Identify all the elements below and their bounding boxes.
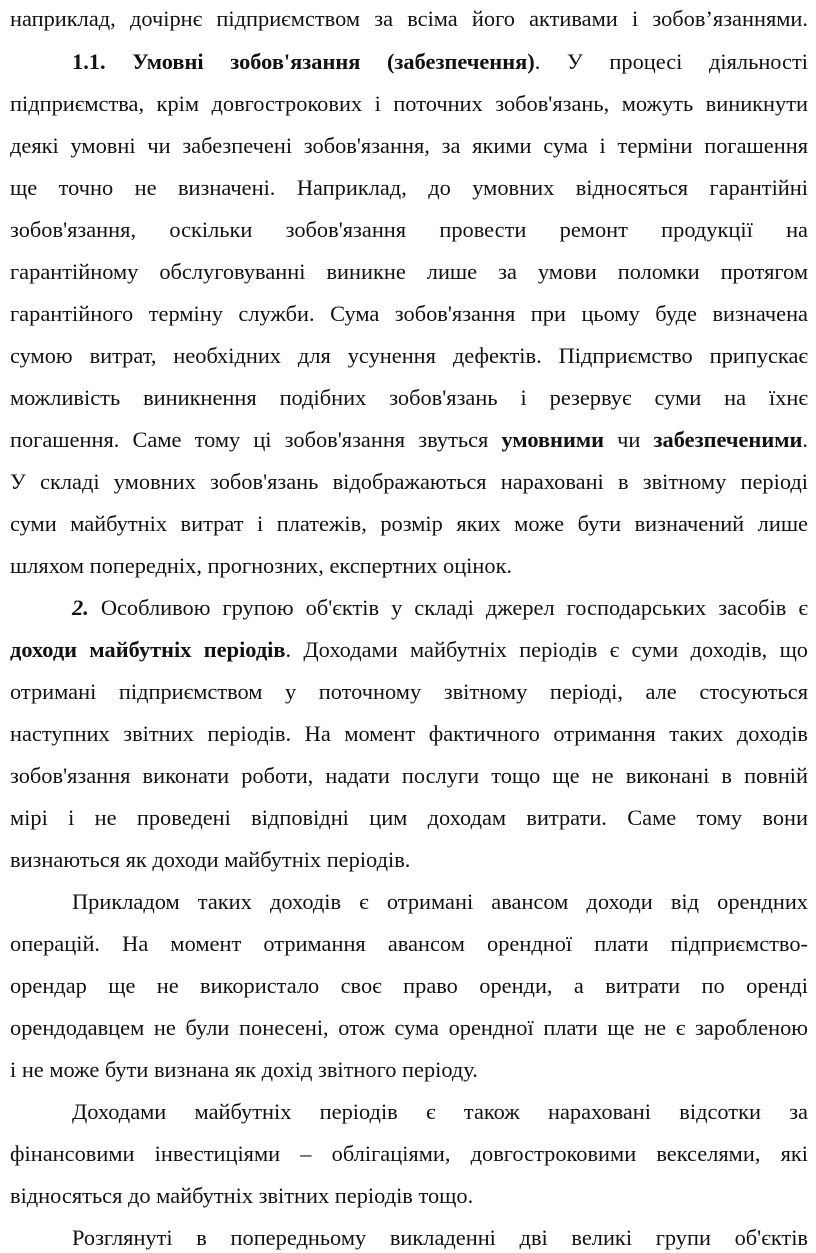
line-text: ще точно не визначені. Наприклад, до умовних відносяться гарантійні xyxy=(10,175,808,200)
line-text: орендар ще не використало своє право оренди, а витрати по оренді xyxy=(10,973,808,998)
section-heading-1-1: 1.1. Умовні зобов'язання (забезпечення) xyxy=(72,49,535,74)
text-line xyxy=(10,215,808,245)
text-line xyxy=(72,887,808,917)
line-text: фінансовими інвестиціями – облігаціями, довгостроковими векселями, які xyxy=(10,1141,808,1166)
sentence-period: . xyxy=(802,427,808,452)
line-text: У складі умовних зобов'язань відображаються нараховані в звітному періоді xyxy=(10,469,808,494)
text-line xyxy=(10,173,808,203)
line-text: гарантійного терміну служби. Сума зобов'язання при цьому буде визначена xyxy=(10,301,808,326)
text-line xyxy=(10,299,808,329)
section-heading-line xyxy=(72,47,808,77)
line-text: Розглянуті в попередньому викладенні дві великі групи об'єктів xyxy=(72,1225,808,1250)
line-text: відносяться до майбутніх звітних періодів тощо. xyxy=(10,1183,474,1208)
line-text: погашення. Саме тому ці зобов'язання звуться xyxy=(10,427,489,452)
line-text: шляхом попередніх, прогнозних, експертних оцінок. xyxy=(10,553,513,578)
text-line xyxy=(10,383,808,413)
text-line xyxy=(10,971,808,1001)
line-text: можливість виникнення подібних зобов'язань і резервує суми на їхнє xyxy=(10,385,808,410)
line-text: У процесі діяльності xyxy=(566,49,808,74)
text-line xyxy=(10,89,808,119)
text-line xyxy=(10,845,808,875)
text-line xyxy=(10,1139,808,1169)
section-2-line xyxy=(72,593,808,623)
text-line xyxy=(10,677,808,707)
line-text: визнаються як доходи майбутніх періодів. xyxy=(10,847,411,872)
text-line xyxy=(10,425,808,455)
section-marker-2: 2. xyxy=(72,595,89,620)
line-text: зобов'язання, оскільки зобов'язання провести ремонт продукції на xyxy=(10,217,808,242)
term-conditional: умовними xyxy=(501,427,605,452)
line-text: і не може бути визнана як дохід звітного періоду. xyxy=(10,1057,478,1082)
text-line xyxy=(10,803,808,833)
line-text: сумою витрат, необхідних для усунення дефектів. Підприємство припускає xyxy=(10,343,808,368)
line-text: наступних звітних періодів. На момент фактичного отримання таких доходів xyxy=(10,721,808,746)
text-line xyxy=(10,467,808,497)
line-text: Особливою групою об'єктів у складі джерел господарських засобів є xyxy=(100,595,808,620)
text-line xyxy=(10,635,808,665)
text-line xyxy=(10,719,808,749)
text-line xyxy=(10,257,808,287)
conjunction: чи xyxy=(617,427,641,452)
heading-period: . xyxy=(534,49,541,74)
term-secured: забезпеченими xyxy=(653,427,803,452)
text-line xyxy=(10,4,808,34)
text-line xyxy=(10,551,808,581)
text-line xyxy=(10,1055,808,1085)
text-line xyxy=(10,929,808,959)
text-line xyxy=(10,761,808,791)
line-text: мірі і не проведені відповідні цим доходам витрати. Саме тому вони xyxy=(10,805,808,830)
line-text: отримані підприємством у поточному звітному періоді, але стосуються xyxy=(10,679,808,704)
line-text: деякі умовні чи забезпечені зобов'язання, за якими сума і терміни погашення xyxy=(10,133,808,158)
text-line xyxy=(72,1097,808,1127)
text-line xyxy=(10,1013,808,1043)
line-text: наприклад, дочірнє підприємством за всіма його активами і зобов’язаннями. xyxy=(10,6,808,31)
line-text: . Доходами майбутніх періодів є суми доходів, що xyxy=(285,637,809,662)
text-line xyxy=(10,509,808,539)
line-text: Прикладом таких доходів є отримані авансом доходи від орендних xyxy=(72,889,808,914)
line-text: зобов'язання виконати роботи, надати послуги тощо ще не виконані в повній xyxy=(10,763,808,788)
line-text: орендодавцем не були понесені, отож сума орендної плати ще не є заробленою xyxy=(10,1015,808,1040)
term-deferred-income: доходи майбутніх періодів xyxy=(10,637,286,662)
line-text: Доходами майбутніх періодів є також нараховані відсотки за xyxy=(72,1099,808,1124)
line-text: гарантійному обслуговуванні виникне лише за умови поломки протягом xyxy=(10,259,808,284)
text-line xyxy=(10,1181,808,1211)
text-line xyxy=(10,341,808,371)
line-text: суми майбутніх витрат і платежів, розмір яких може бути визначений лише xyxy=(10,511,808,536)
text-line xyxy=(10,131,808,161)
line-text: підприємства, крім довгострокових і поточних зобов'язань, можуть виникнути xyxy=(10,91,808,116)
line-text: операцій. На момент отримання авансом орендної плати підприємство- xyxy=(10,931,808,956)
